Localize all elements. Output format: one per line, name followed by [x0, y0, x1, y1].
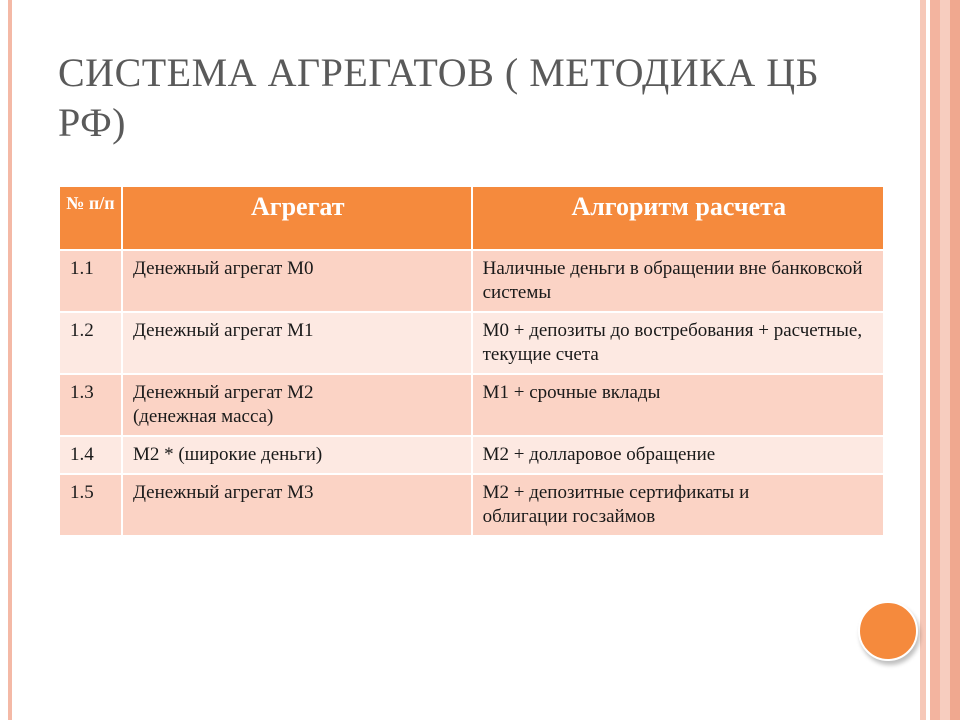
cell-aggregate: Денежный агрегат М1: [122, 312, 472, 374]
decorative-circle: [858, 601, 918, 661]
table-header-row: [60, 187, 884, 250]
left-border-line: [8, 0, 12, 720]
table-row: [60, 374, 884, 436]
cell-algorithm: М1 + срочные вклады: [472, 374, 884, 436]
table-row: [60, 474, 884, 536]
cell-aggregate: Денежный агрегат М3: [122, 474, 472, 536]
cell-aggregate: Денежный агрегат М2 (денежная масса): [122, 374, 472, 436]
table-row: [60, 436, 884, 474]
decorative-right-stripes: [916, 0, 960, 720]
header-aggregate: Агрегат: [122, 187, 472, 250]
slide-title: СИСТЕМА АГРЕГАТОВ ( МЕТОДИКА ЦБ РФ): [58, 50, 820, 145]
cell-num: 1.3: [60, 374, 122, 436]
cell-aggregate: Денежный агрегат М0: [122, 250, 472, 312]
cell-algorithm: Наличные деньги в обращении вне банковской системы: [472, 250, 884, 312]
cell-num: 1.1: [60, 250, 122, 312]
cell-aggregate: М2 * (широкие деньги): [122, 436, 472, 474]
aggregates-table: [60, 187, 885, 537]
table-row: [60, 312, 884, 374]
table-row: [60, 250, 884, 312]
cell-algorithm: М0 + депозиты до востребования + расчетные, текущие счета: [472, 312, 884, 374]
cell-num: 1.5: [60, 474, 122, 536]
cell-num: 1.2: [60, 312, 122, 374]
cell-algorithm: М2 + депозитные сертификаты и облигации госзаймов: [472, 474, 884, 536]
header-num: № п/п: [60, 187, 122, 250]
cell-algorithm: М2 + долларовое обращение: [472, 436, 884, 474]
cell-num: 1.4: [60, 436, 122, 474]
header-algorithm: Алгоритм расчета: [472, 187, 884, 250]
